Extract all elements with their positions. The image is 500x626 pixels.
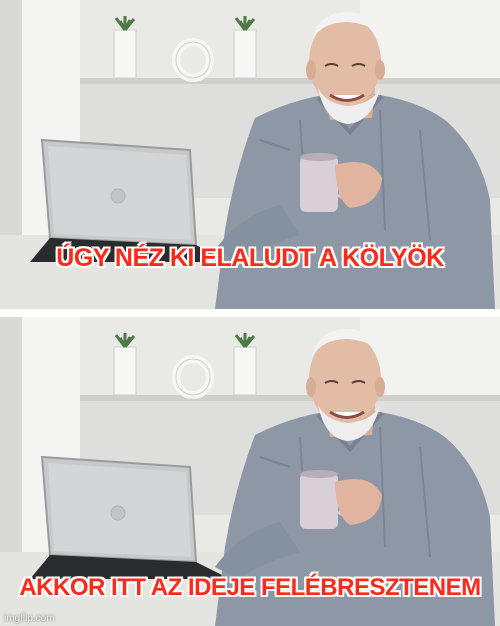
watermark: imgflip.com — [4, 613, 55, 624]
panel-divider — [0, 309, 500, 317]
top-caption: ÚGY NÉZ KI ELALUDT A KÖLYÖK — [56, 244, 444, 272]
bottom-caption: AKKOR ITT AZ IDEJE FELÉBRESZTENEM — [19, 574, 481, 601]
meme-panel-top — [0, 0, 500, 309]
meme-panel-bottom — [0, 317, 500, 626]
